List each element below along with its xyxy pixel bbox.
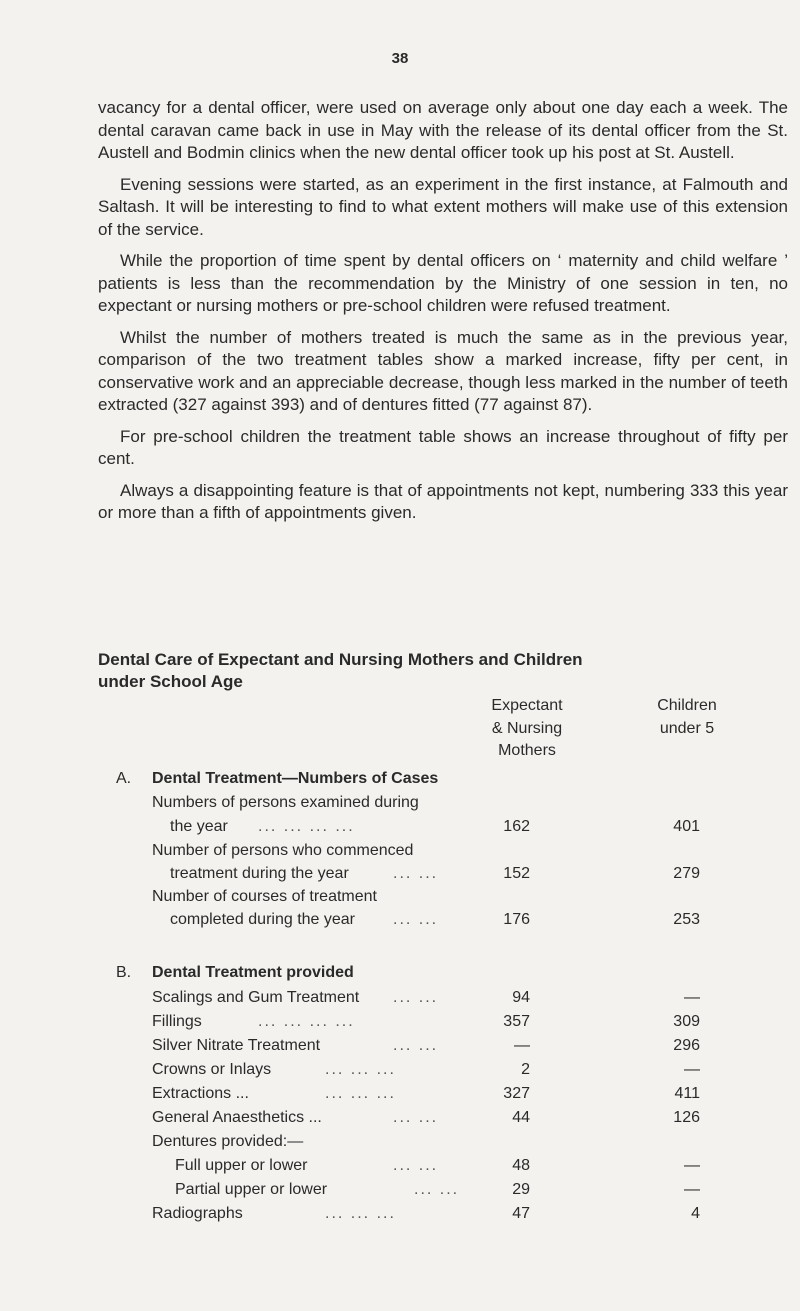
row-label: the year [170,818,228,835]
row-label: Numbers of persons examined during [152,794,419,811]
cell-children: 296 [673,1037,700,1054]
cell-children: 411 [674,1085,700,1102]
cell-children: — [684,1061,700,1078]
row-label: Silver Nitrate Treatment [152,1037,321,1054]
cell-children: 309 [673,1013,700,1030]
row-label: General Anaesthetics ... [152,1109,322,1126]
leader-dots: ... ... [414,1181,460,1198]
paragraph: vacancy for a dental officer, were used on average only about one day each a week. The dental caravan came back in use in May with the release of its dental officer from the St. Austell and Bodmin clinics when the new dental officer took up his post at St. Austell. [98,98,788,162]
row-label: Fillings [152,1013,202,1030]
leader-dots: ... ... ... [325,1061,396,1078]
cell-children: 126 [673,1109,700,1126]
header-line: under 5 [659,719,715,737]
leader-dots: ... ... [393,865,439,882]
leader-dots: ... ... [393,989,439,1006]
column-header-mothers [452,695,602,763]
cell-mothers: — [514,1037,530,1054]
cell-mothers: 357 [503,1013,530,1030]
paragraph: Always a disappointing feature is that of appointments not kept, numbering 333 this year or more than a fifth of appointments given. [98,480,788,522]
cell-children: 253 [673,911,700,928]
paragraph: Evening sessions were started, as an experiment in the first instance, at Falmouth and Saltash. It will be interesting to find to what extent mothers will make use of this extension of the service. [98,174,788,239]
section-a-title: Dental Treatment—Numbers of Cases [152,770,439,787]
header-line: Children [657,697,717,714]
row-label: Scalings and Gum Treatment [152,989,360,1006]
row-label: treatment during the year [170,865,349,882]
paragraph: Whilst the number of mothers treated is much the same as in the previous year, comparison of the two treatment tables show a marked increase, fifty per cent, in conservative work and an appreciable decrease, though less marked in the number of teeth extracted (327 against 393) and of dentures fitted (77 against 87). [98,327,788,414]
cell-mothers: 29 [512,1181,530,1198]
cell-mothers: 162 [503,818,530,835]
cell-mothers: 47 [512,1205,530,1222]
leader-dots: ... ... ... [325,1205,396,1222]
header-line: & Nursing [491,719,563,737]
row-label: Number of persons who commenced [152,842,414,859]
page-number: 38 [391,50,409,67]
cell-mothers: 152 [503,865,530,882]
cell-mothers: 327 [503,1085,530,1102]
section-b-title: Dental Treatment provided [152,964,354,981]
leader-dots: ... ... ... ... [258,818,355,835]
leader-dots: ... ... ... ... [258,1013,355,1030]
header-line: Expectant [491,697,563,714]
cell-children: — [684,989,700,1006]
cell-mothers: 2 [521,1061,530,1078]
cell-children: 4 [691,1205,700,1222]
paragraph: For pre-school children the treatment table shows an increase throughout of fifty per cent. [98,426,788,468]
cell-mothers: 176 [503,911,530,928]
row-label: Radiographs [152,1205,243,1222]
cell-mothers: 44 [512,1109,530,1126]
leader-dots: ... ... [393,1109,439,1126]
cell-children: — [684,1181,700,1198]
header-line: Mothers [498,742,556,759]
table-title-line1: Dental Care of Expectant and Nursing Mothers and Children [98,650,583,669]
row-label: Extractions ... [152,1085,249,1102]
cell-children: 401 [673,818,700,835]
row-label: completed during the year [170,911,355,928]
section-b-letter: B. [116,964,132,981]
row-label: Partial upper or lower [175,1181,328,1198]
cell-mothers: 48 [512,1157,530,1174]
table-title-line2: under School Age [98,672,243,691]
cell-mothers: 94 [512,989,530,1006]
leader-dots: ... ... [393,1037,439,1054]
section-a-letter: A. [116,770,132,787]
leader-dots: ... ... [393,911,439,928]
cell-children: — [684,1157,700,1174]
row-label: Dentures provided:— [152,1133,304,1150]
row-label: Full upper or lower [175,1157,308,1174]
leader-dots: ... ... [393,1157,439,1174]
column-header-children [622,695,752,740]
row-label: Number of courses of treatment [152,888,377,905]
paragraph: While the proportion of time spent by dental officers on ‘ maternity and child welfare ’ patients is less than the recommendation by the Ministry of one session in ten, no expectant or nursing mothers or pre-school children were refused treatment. [98,251,788,315]
row-label: Crowns or Inlays [152,1061,272,1078]
cell-children: 279 [673,865,700,882]
leader-dots: ... ... ... [325,1085,396,1102]
